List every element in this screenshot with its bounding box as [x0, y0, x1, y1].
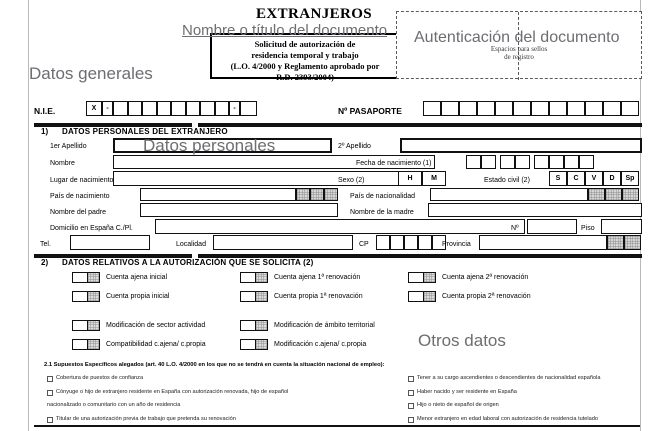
- section21-bottom-rule: [34, 425, 640, 427]
- estado-civil-option-S[interactable]: [549, 171, 567, 186]
- label-cp: CP: [359, 241, 369, 248]
- section21-left-label-2: Cónyuge o hijo de extranjero residente en España con autorización renovada, hijo de español: [56, 388, 289, 395]
- title-line-4: R.D. 2393/2004): [276, 72, 334, 82]
- label-sexo: Sexo (2): [338, 177, 365, 184]
- section2-checkbox-8[interactable]: [240, 320, 268, 331]
- passport-digit-8[interactable]: [549, 101, 567, 116]
- pais-nacimiento-code-box-3[interactable]: [324, 188, 338, 201]
- checkbox-shaded-area: [88, 273, 99, 282]
- pais-nacionalidad-code-box-1[interactable]: [588, 188, 605, 201]
- section2-checkbox-7[interactable]: [72, 320, 100, 331]
- fecha-box-1[interactable]: [466, 155, 481, 169]
- section2-option-label-5: Cuenta propia 1ª renovación: [274, 293, 363, 300]
- checkbox-mark-area[interactable]: [241, 340, 256, 349]
- label-nombre-madre: Nombre de la madre: [350, 209, 414, 216]
- input-nombre-madre[interactable]: [428, 203, 642, 217]
- title-line-1: Solicitud de autorización de: [254, 39, 356, 49]
- annotation-personal-data: Datos personales: [143, 136, 276, 155]
- estado-civil-option-V-text: V: [591, 175, 597, 182]
- annotation-document-title: Nombre o título del documento: [182, 22, 388, 39]
- checkbox-mark-area[interactable]: [241, 292, 256, 301]
- authentication-subtitle-2: de registro: [504, 53, 534, 61]
- section21-right-checkbox-1[interactable]: [408, 376, 414, 382]
- input-localidad[interactable]: [213, 235, 353, 250]
- label-pais-nacionalidad: País de nacionalidad: [350, 193, 415, 200]
- fecha-box-2[interactable]: [481, 155, 496, 169]
- estado-civil-option-V[interactable]: [585, 171, 603, 186]
- fecha-box-4[interactable]: [515, 155, 530, 169]
- sexo-option-H[interactable]: [398, 171, 422, 186]
- nie-label: N.I.E.: [34, 106, 56, 116]
- input-domicilio[interactable]: [155, 219, 525, 234]
- nie-prefix-box[interactable]: X: [86, 101, 102, 116]
- label-estado-civil: Estado civil (2): [484, 177, 530, 184]
- fecha-box-8[interactable]: [579, 155, 594, 169]
- input-telefono[interactable]: [70, 235, 150, 250]
- section2-option-label-3: Cuenta ajena 2ª renovación: [442, 274, 529, 281]
- section2-checkbox-2[interactable]: [240, 272, 268, 283]
- label-lugar-nacimiento: Lugar de nacimiento: [50, 177, 114, 184]
- nie-digit-7[interactable]: [200, 101, 215, 116]
- nie-dash-box-1: -: [102, 101, 113, 116]
- section2-option-label-7: Modificación de sector actividad: [106, 322, 206, 329]
- input-numero[interactable]: [527, 219, 577, 234]
- section2-option-label-10: Modificación c.ajena/ c.propia: [274, 341, 367, 348]
- passport-digit-10[interactable]: [585, 101, 603, 116]
- title-line-3: (L.O. 4/2000 y Reglamento aprobado por: [230, 61, 380, 71]
- nie-digit-6[interactable]: [186, 101, 201, 116]
- section2-option-label-9: Compatibilidad c.ajena/ c.propia: [106, 341, 206, 348]
- passport-digit-6[interactable]: [513, 101, 531, 116]
- checkbox-shaded-area: [88, 292, 99, 301]
- cp-digit-1[interactable]: [376, 235, 390, 250]
- provincia-code-box-1[interactable]: [607, 235, 624, 250]
- nie-digit-1[interactable]: [113, 101, 128, 116]
- label-apellido2: 2º Apellido: [338, 143, 371, 150]
- passport-digit-3[interactable]: [459, 101, 477, 116]
- sexo-option-M-text: M: [431, 175, 437, 182]
- estado-civil-option-S-text: S: [555, 175, 561, 182]
- section1-number: 1): [41, 127, 49, 136]
- pais-nacimiento-code-box-1[interactable]: [296, 188, 310, 201]
- section1-title: DATOS PERSONALES DEL EXTRANJERO: [62, 127, 228, 136]
- label-provincia: Provincia: [442, 241, 471, 248]
- input-pais-nacimiento[interactable]: [140, 188, 296, 201]
- nie-digit-8[interactable]: [215, 101, 230, 116]
- estado-civil-option-C[interactable]: [567, 171, 585, 186]
- checkbox-shaded-area: [88, 321, 99, 330]
- nie-digit-2[interactable]: [128, 101, 143, 116]
- cp-digit-4[interactable]: [418, 235, 432, 250]
- section21-right-checkbox-2[interactable]: [408, 390, 414, 396]
- input-pais-nacionalidad[interactable]: [430, 188, 588, 201]
- section21-heading: 2.1 Supuestos Específicos alegados (art. 40 L.O. 4/2000 en los que no se tendrá en cuenta la situación nacional de empleo):: [44, 362, 385, 368]
- input-nombre-padre[interactable]: [140, 203, 338, 217]
- section2-number: 2): [41, 258, 49, 267]
- checkbox-shaded-area: [256, 292, 267, 301]
- input-piso[interactable]: [601, 219, 642, 234]
- section21-right-label-4: Menor extranjero en edad laboral con autorización de residencia tutelado: [417, 415, 598, 422]
- label-nombre: Nombre: [50, 160, 75, 167]
- section21-left-label-1: Cobertura de puestos de confianza: [56, 375, 144, 381]
- checkbox-mark-area[interactable]: [409, 273, 424, 282]
- annotation-other-data: Otros datos: [418, 331, 506, 350]
- checkbox-shaded-area: [256, 321, 267, 330]
- section2-title: DATOS RELATIVOS A LA AUTORIZACIÓN QUE SE SOLICITA (2): [62, 258, 314, 267]
- section2-checkbox-9[interactable]: [72, 339, 100, 350]
- section21-right-label-2: Haber nacido y ser residente en España: [417, 388, 517, 395]
- sexo-option-H-text: H: [407, 175, 413, 182]
- fecha-box-7[interactable]: [564, 155, 579, 169]
- fecha-box-6[interactable]: [549, 155, 564, 169]
- section2-option-label-2: Cuenta ajena 1ª renovación: [274, 274, 361, 281]
- fecha-box-3[interactable]: [500, 155, 515, 169]
- section21-right-label-3: Hijo o nieto de español de origen: [417, 402, 499, 408]
- label-fecha-nacimiento: Fecha de nacimiento (1): [356, 160, 432, 167]
- cp-digit-3[interactable]: [404, 235, 418, 250]
- passport-digit-2[interactable]: [441, 101, 459, 116]
- nie-digit-3[interactable]: [142, 101, 157, 116]
- section21-left-label-4: Titular de una autorización previa de trabajo que pretenda su renovación: [56, 415, 236, 422]
- section21-right-checkbox-4[interactable]: [408, 417, 414, 423]
- checkbox-mark-area[interactable]: [241, 273, 256, 282]
- section2-option-label-6: Cuenta propia 2ª renovación: [442, 293, 531, 300]
- pais-nacionalidad-code-box-3[interactable]: [622, 188, 639, 201]
- label-numero: Nº: [511, 225, 519, 232]
- section2-checkbox-10[interactable]: [240, 339, 268, 350]
- label-localidad: Localidad: [176, 241, 206, 248]
- title-line-2: residencia temporal y trabajo: [251, 50, 359, 60]
- checkbox-shaded-area: [256, 340, 267, 349]
- nie-digit-5[interactable]: [171, 101, 186, 116]
- checkbox-mark-area[interactable]: [73, 292, 88, 301]
- provincia-code-box-2[interactable]: [624, 235, 641, 250]
- checkbox-mark-area[interactable]: [241, 321, 256, 330]
- cp-digit-2[interactable]: [390, 235, 404, 250]
- passport-digit-9[interactable]: [567, 101, 585, 116]
- sexo-option-M[interactable]: [422, 171, 446, 186]
- checkbox-shaded-area: [424, 292, 435, 301]
- section2-checkbox-6[interactable]: [408, 291, 436, 302]
- estado-civil-option-C-text: C: [573, 175, 579, 182]
- input-apellido2[interactable]: [400, 138, 642, 153]
- label-pais-nacimiento: País de nacimiento: [50, 193, 110, 200]
- passport-digit-12[interactable]: [621, 101, 639, 116]
- estado-civil-option-Sp[interactable]: [621, 171, 639, 186]
- section2-checkbox-4[interactable]: [72, 291, 100, 302]
- checkbox-shaded-area: [88, 340, 99, 349]
- label-nombre-padre: Nombre del padre: [50, 209, 107, 216]
- nie-digit-4[interactable]: [157, 101, 172, 116]
- passport-digit-7[interactable]: [531, 101, 549, 116]
- section2-checkbox-1[interactable]: [72, 272, 100, 283]
- checkbox-mark-area[interactable]: [73, 273, 88, 282]
- passport-digit-5[interactable]: [495, 101, 513, 116]
- passport-digit-1[interactable]: [423, 101, 441, 116]
- annotation-general-data: Datos generales: [29, 64, 153, 83]
- checkbox-shaded-area: [256, 273, 267, 282]
- input-lugar-nacimiento[interactable]: [113, 171, 435, 186]
- section2-checkbox-5[interactable]: [240, 291, 268, 302]
- annotation-authentication: Autenticación del documento: [414, 29, 620, 46]
- section1-bar-right: [198, 123, 642, 127]
- label-piso: Piso: [581, 225, 595, 232]
- nie-check-letter-box[interactable]: [240, 101, 257, 116]
- pais-nacionalidad-code-box-2[interactable]: [605, 188, 622, 201]
- label-apellido1: 1er Apellido: [50, 143, 87, 150]
- estado-civil-option-D[interactable]: [603, 171, 621, 186]
- section21-right-checkbox-3[interactable]: [408, 403, 414, 409]
- label-telefono: Tel.: [40, 241, 51, 248]
- passport-label: Nº PASAPORTE: [338, 106, 402, 116]
- section21-left-checkbox-1[interactable]: [47, 376, 53, 382]
- pais-nacimiento-code-box-2[interactable]: [310, 188, 324, 201]
- checkbox-mark-area[interactable]: [73, 321, 88, 330]
- section21-left-checkbox-2[interactable]: [47, 390, 53, 396]
- checkbox-mark-area[interactable]: [73, 340, 88, 349]
- nie-dash-box-2: -: [229, 101, 240, 116]
- label-domicilio: Domicilio en España C./Pl.: [50, 225, 133, 232]
- input-provincia[interactable]: [479, 235, 607, 250]
- section2-option-label-4: Cuenta propia inicial: [106, 293, 170, 300]
- passport-digit-4[interactable]: [477, 101, 495, 116]
- checkbox-shaded-area: [424, 273, 435, 282]
- section21-right-label-1: Tener a su cargo ascendientes o descendientes de nacionalidad española: [417, 375, 601, 381]
- section2-option-label-8: Modificación de ámbito territorial: [274, 322, 375, 329]
- fecha-box-5[interactable]: [534, 155, 549, 169]
- passport-digit-11[interactable]: [603, 101, 621, 116]
- estado-civil-option-Sp-text: Sp: [625, 175, 635, 182]
- section2-option-label-1: Cuenta ajena inicial: [106, 274, 168, 281]
- checkbox-mark-area[interactable]: [409, 292, 424, 301]
- section21-left-label-3: nacionalizado o comunitario con un año de residencia: [47, 402, 181, 408]
- estado-civil-option-D-text: D: [609, 175, 615, 182]
- authentication-subtitle-1: Espacios para sellos: [490, 45, 548, 53]
- document-heading: EXTRANJEROS: [255, 6, 373, 22]
- section2-checkbox-3[interactable]: [408, 272, 436, 283]
- section21-left-checkbox-4[interactable]: [47, 417, 53, 423]
